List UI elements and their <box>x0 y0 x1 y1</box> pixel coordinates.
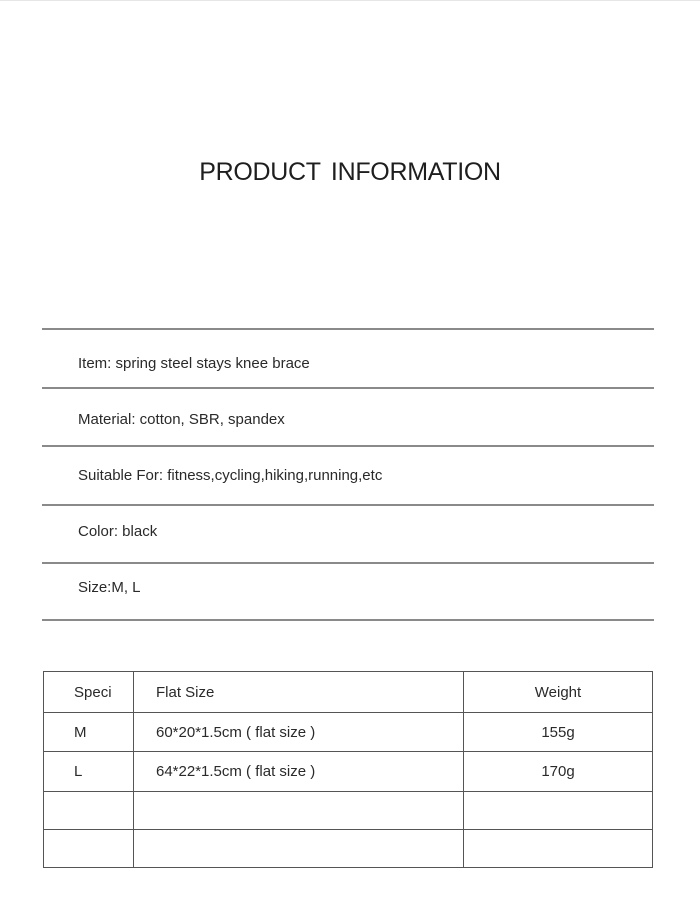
header-speci: Speci <box>44 672 134 713</box>
info-row-suitable <box>42 445 654 504</box>
cell-flat-size: 64*22*1.5cm ( flat size ) <box>134 752 464 792</box>
table-row <box>44 830 653 868</box>
info-material-text: Material: cotton, SBR, spandex <box>78 411 285 428</box>
cell-flat-size <box>134 792 464 830</box>
cell-spec <box>44 792 134 830</box>
info-row-size <box>42 562 654 621</box>
table-row <box>44 713 653 752</box>
cell-weight <box>464 792 653 830</box>
cell-spec: M <box>44 713 134 752</box>
info-color-text: Color: black <box>78 523 158 540</box>
cell-spec: L <box>44 752 134 792</box>
cell-weight <box>464 830 653 868</box>
table-row <box>44 752 653 792</box>
cell-spec <box>44 830 134 868</box>
info-item-text: Item: spring steel stays knee brace <box>78 355 310 372</box>
info-suitable-text: Suitable For: fitness,cycling,hiking,running,etc <box>78 467 383 484</box>
header-flat-size: Flat Size <box>134 672 464 713</box>
info-row-item <box>42 328 654 387</box>
cell-flat-size: 60*20*1.5cm ( flat size ) <box>134 713 464 752</box>
info-row-color <box>42 504 654 562</box>
info-size-text: Size:M, L <box>78 579 141 596</box>
table-header-row <box>44 672 653 713</box>
header-weight: Weight <box>464 672 653 713</box>
table-row <box>44 792 653 830</box>
cell-weight: 170g <box>464 752 653 792</box>
info-row-material <box>42 387 654 445</box>
cell-flat-size <box>134 830 464 868</box>
product-info-list <box>42 328 654 621</box>
top-divider <box>0 0 700 1</box>
cell-weight: 155g <box>464 713 653 752</box>
page-title: PRODUCT INFORMATION <box>199 158 501 186</box>
size-spec-table <box>43 671 653 868</box>
